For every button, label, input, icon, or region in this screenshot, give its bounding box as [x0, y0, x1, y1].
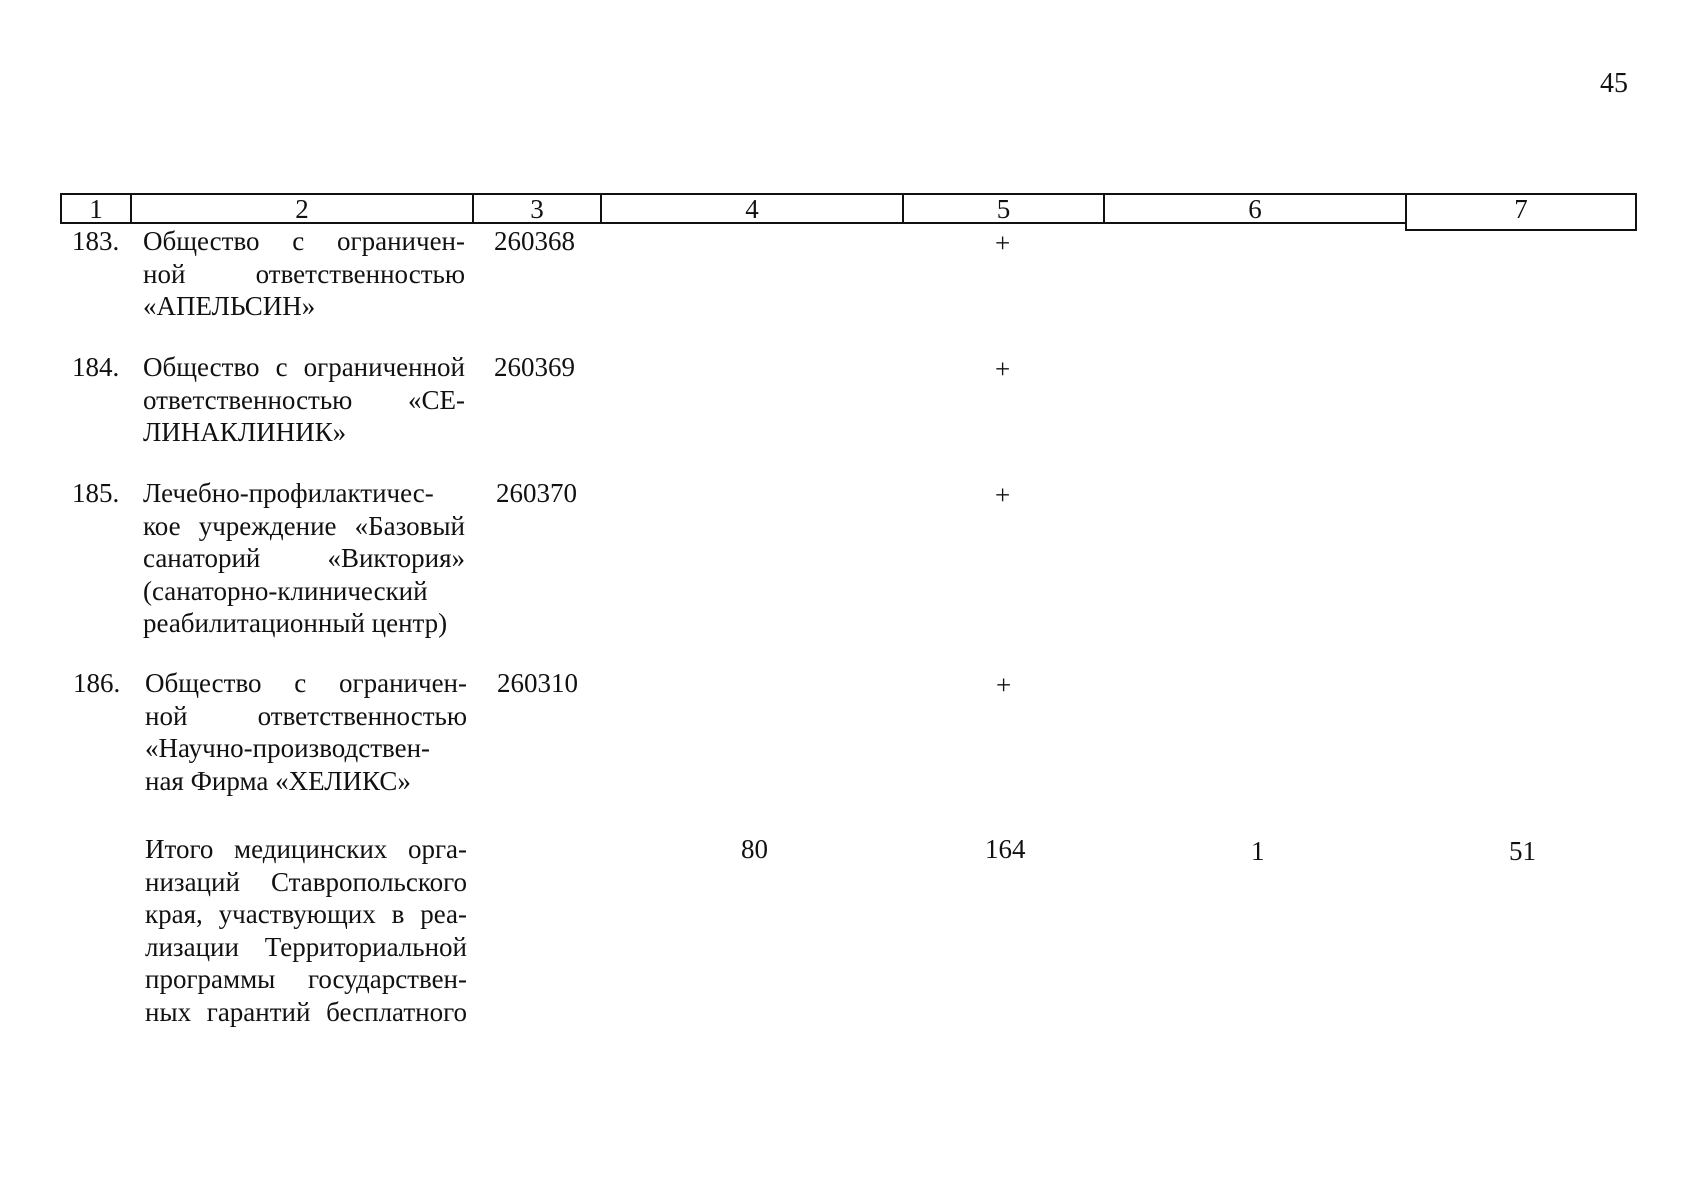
row-name-line: ной ответственностью — [143, 258, 465, 289]
row-col5-mark: + — [995, 480, 1011, 510]
total-name-line: низаций Ставропольского — [145, 866, 467, 897]
page-number: 45 — [1600, 68, 1628, 99]
row-name-line: ответственностью «СЕ- — [143, 384, 465, 415]
row-name — [143, 351, 465, 449]
row-number: 186. — [73, 668, 121, 698]
total-col7: 51 — [1509, 836, 1536, 866]
row-code: 260368 — [494, 226, 575, 256]
total-name-line: края, участвующих в реа- — [145, 899, 467, 929]
header-col-1: 1 — [60, 193, 132, 224]
row-name — [145, 667, 467, 797]
row-col5-mark: + — [995, 228, 1011, 258]
row-name-line: «Научно-производствен- — [145, 733, 431, 763]
total-name — [145, 833, 467, 1028]
row-code: 260310 — [497, 668, 578, 698]
row-name-line: кое учреждение «Базовый — [143, 510, 465, 541]
row-name — [143, 477, 465, 640]
header-col-2: 2 — [130, 193, 474, 224]
row-name-line: «АПЕЛЬСИН» — [143, 291, 316, 321]
row-number: 185. — [72, 478, 120, 508]
row-col5-mark: + — [996, 670, 1012, 700]
row-name-line: ЛИНАКЛИНИК» — [143, 417, 347, 447]
header-col-5: 5 — [902, 193, 1105, 224]
row-name-line: ной ответственностью — [145, 700, 467, 731]
total-name-line: Итого медицинских орга- — [145, 834, 467, 864]
row-name-line: санаторий «Виктория» — [143, 543, 465, 573]
row-name-line: ная Фирма «ХЕЛИКС» — [145, 765, 411, 796]
row-name-line: Общество с ограничен- — [145, 668, 467, 698]
row-name-line: Лечебно-профилактичес- — [143, 478, 434, 508]
row-code: 260369 — [494, 352, 575, 382]
total-col5: 164 — [985, 834, 1026, 864]
total-col6: 1 — [1251, 836, 1265, 866]
row-number: 184. — [72, 352, 120, 382]
row-name-line: Общество с ограниченной — [143, 352, 465, 382]
total-name-line: ных гарантий бесплатного — [145, 996, 467, 1027]
header-col-3: 3 — [472, 193, 602, 224]
row-name — [143, 225, 465, 323]
row-number: 183. — [72, 226, 120, 256]
row-code: 260370 — [496, 478, 577, 508]
total-name-line: программы государствен- — [145, 964, 467, 994]
header-col-4: 4 — [600, 193, 904, 224]
row-name-line: (санаторно-клинический — [143, 575, 428, 606]
total-name-line: лизации Территориальной — [145, 931, 467, 962]
header-col-6: 6 — [1103, 193, 1407, 224]
total-col4: 80 — [741, 834, 768, 864]
row-name-line: Общество с ограничен- — [143, 226, 465, 256]
header-col-7: 7 — [1405, 193, 1637, 231]
row-col5-mark: + — [995, 354, 1011, 384]
row-name-line: реабилитационный центр) — [143, 608, 448, 638]
